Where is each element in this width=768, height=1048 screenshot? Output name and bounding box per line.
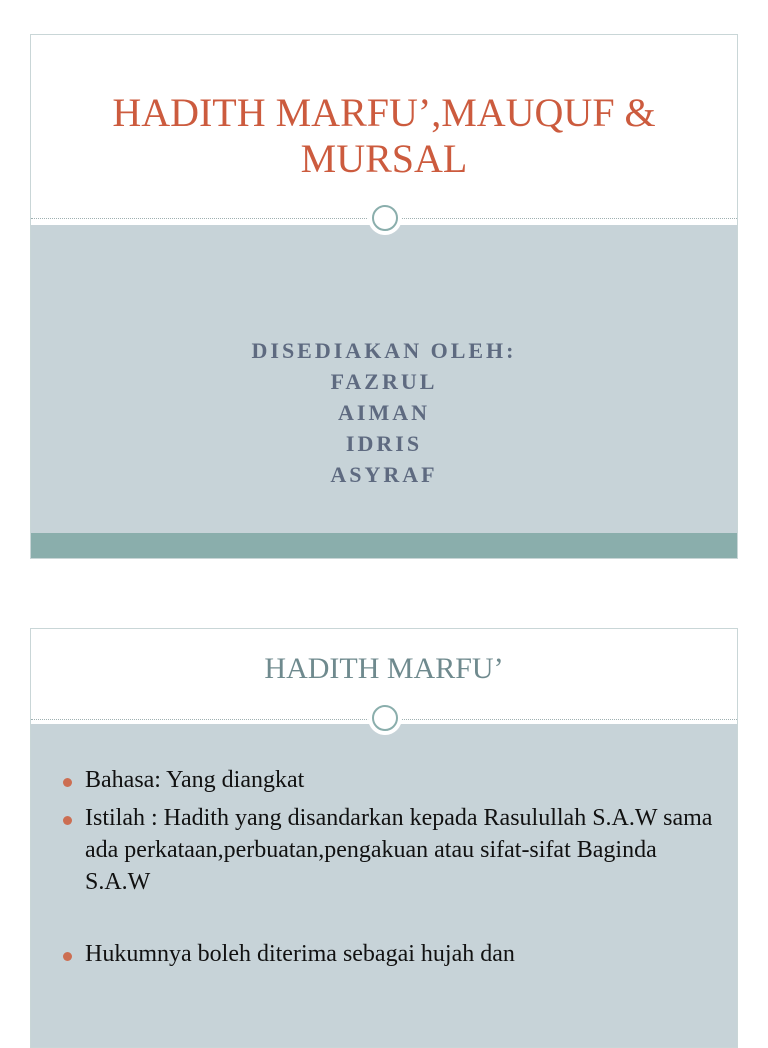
bullet-text: Bahasa: Yang diangkat bbox=[85, 767, 305, 793]
list-item bbox=[61, 764, 721, 796]
bottom-band bbox=[31, 533, 737, 558]
title-area bbox=[31, 35, 737, 225]
bullet-list bbox=[61, 764, 721, 976]
list-item bbox=[61, 938, 721, 970]
bullet-dot-icon bbox=[63, 816, 72, 825]
credit-name: ASYRAF bbox=[330, 462, 438, 487]
list-item bbox=[61, 802, 721, 898]
subtitle-panel bbox=[31, 225, 737, 535]
content-slide bbox=[30, 628, 738, 1048]
credits-block bbox=[31, 335, 737, 490]
ring-icon bbox=[368, 201, 402, 235]
bullet-text: Istilah : Hadith yang disandarkan kepada Rasulullah S.A.W sama ada perkataan,perbuatan,pengakuan atau sifat-sifat Baginda S.A.W bbox=[85, 805, 713, 895]
credit-name: FAZRUL bbox=[330, 369, 438, 394]
credit-name: AIMAN bbox=[338, 400, 430, 425]
slide-title: HADITH MARFU’ bbox=[264, 652, 504, 685]
bullet-dot-icon bbox=[63, 952, 72, 961]
ring-icon bbox=[368, 701, 402, 735]
bullet-dot-icon bbox=[63, 778, 72, 787]
title-slide bbox=[30, 34, 738, 559]
credits-heading: DISEDIAKAN OLEH: bbox=[251, 338, 517, 363]
slide-title: HADITH MARFU’,MAUQUF & MURSAL bbox=[112, 90, 656, 181]
credit-name: IDRIS bbox=[345, 431, 423, 456]
bullet-text: Hukumnya boleh diterima sebagai hujah dan bbox=[85, 941, 515, 967]
